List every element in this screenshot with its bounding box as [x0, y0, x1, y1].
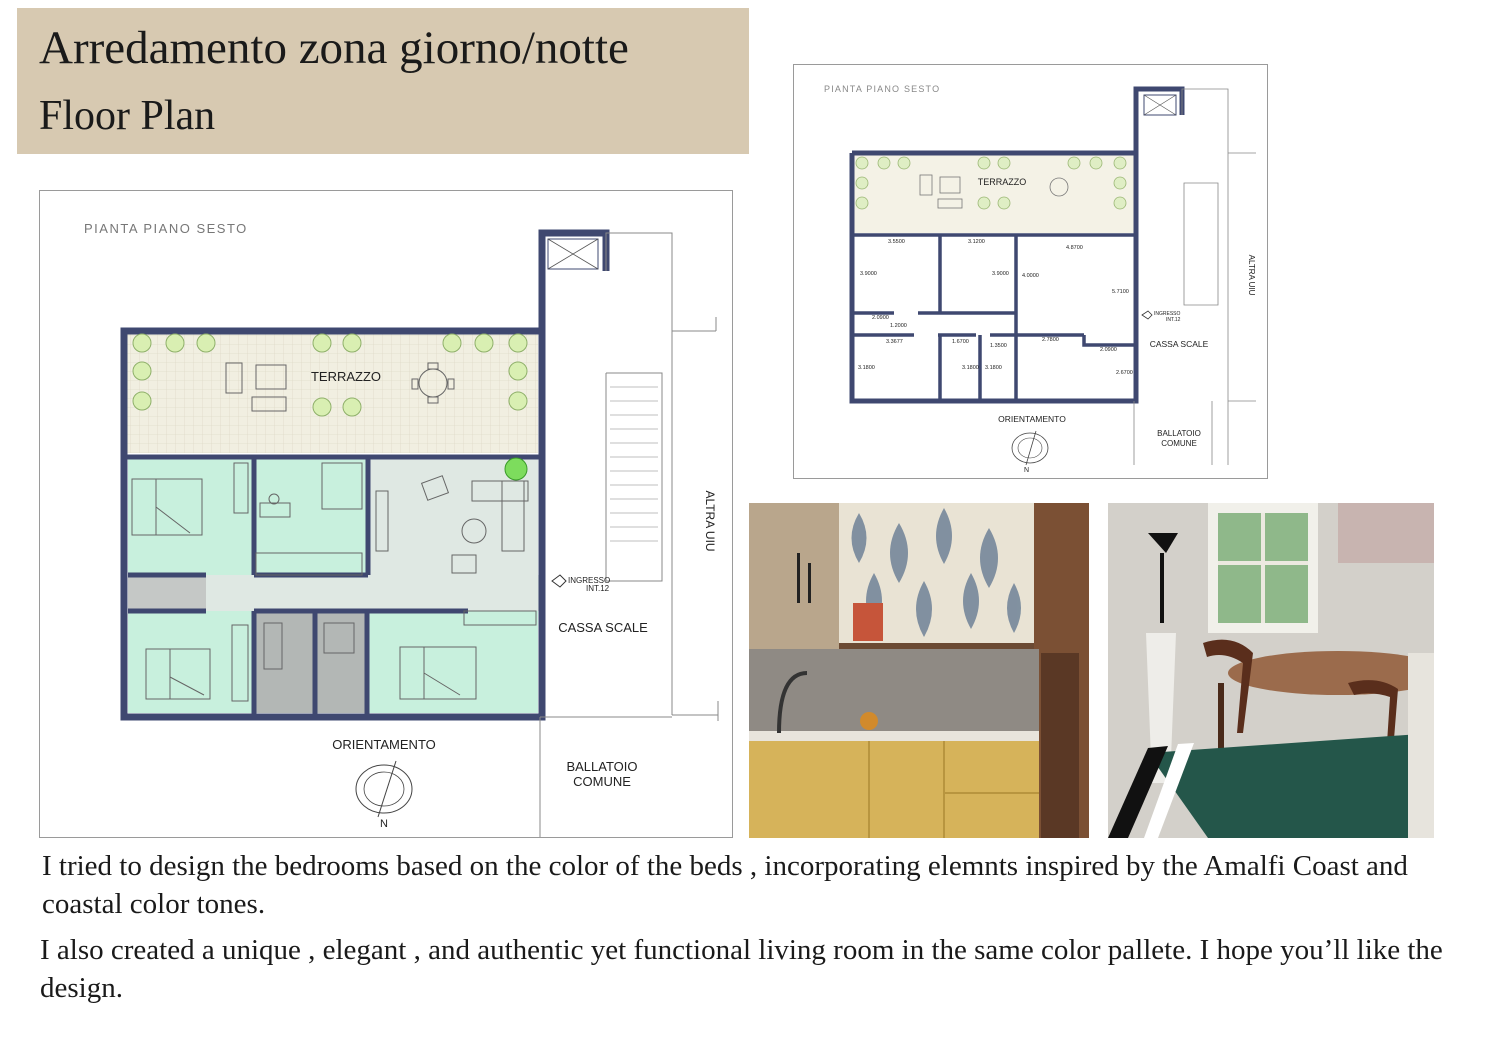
small-plan-heading: PIANTA PIANO SESTO [824, 84, 941, 94]
dim-8: 2.0900 [872, 315, 889, 321]
small-stairwell-label: CASSA SCALE [1149, 339, 1209, 349]
page-subtitle: Floor Plan [39, 93, 216, 139]
dim-14: 2.0900 [1100, 347, 1117, 353]
dim-17: 3.1800 [985, 365, 1002, 371]
dim-6: 4.0000 [1022, 273, 1039, 279]
description-paragraph-1: I tried to design the bedrooms based on the color of the beds , incorporating elemnts inspired by the Amalfi Coast and coastal color tones. [42, 850, 1408, 920]
small-interior-walls [852, 235, 1136, 401]
dimension-labels [858, 239, 1133, 376]
compass-icon [356, 761, 412, 817]
stairwell-label: CASSA SCALE [558, 620, 648, 635]
north-label: N [380, 818, 388, 830]
small-stair-area [1134, 89, 1256, 465]
bedroom-4 [368, 611, 538, 713]
floor-plan-colored [39, 190, 733, 838]
plan-heading: PIANTA PIANO SESTO [84, 221, 248, 236]
small-entrance-number: INT.12 [1166, 317, 1181, 323]
stair-area [540, 233, 718, 837]
laundry [128, 575, 206, 611]
gallery-label: BALLATOIO [566, 759, 638, 774]
dim-11: 1.6700 [952, 339, 969, 345]
kitchen-photo [749, 503, 1089, 838]
bedroom-1 [128, 459, 252, 575]
dim-4: 3.9000 [860, 271, 877, 277]
dim-2: 3.1200 [968, 239, 985, 245]
small-entrance-label: INGRESSO [1154, 311, 1181, 317]
dim-5: 3.9000 [992, 271, 1009, 277]
bathroom-1 [256, 611, 314, 713]
small-terrace-label: TERRAZZO [977, 177, 1027, 187]
dim-7: 5.7100 [1112, 289, 1129, 295]
dim-1: 3.5500 [888, 239, 905, 245]
small-orientation-label: ORIENTAMENTO [998, 414, 1066, 424]
small-other-unit-label: ALTRA UIU [1247, 254, 1256, 296]
page-title: Arredamento zona giorno/notte [39, 22, 629, 74]
dim-16: 3.1800 [962, 365, 979, 371]
gallery-label-2: COMUNE [573, 774, 631, 789]
bedroom-3 [128, 611, 252, 713]
dining-photo [1108, 503, 1434, 838]
dining-photo-illustration [1108, 503, 1434, 838]
terrace-label: TERRAZZO [310, 369, 382, 384]
small-gallery-label: BALLATOIO [1157, 429, 1201, 438]
kitchen-photo-illustration [749, 503, 1089, 838]
small-north-label: N [1024, 467, 1030, 474]
entrance-label: INGRESSO [568, 576, 611, 585]
small-gallery-label-2: COMUNE [1161, 439, 1197, 448]
small-compass-icon [1012, 431, 1048, 465]
orientation-label: ORIENTAMENTO [332, 737, 436, 752]
dim-3: 4.8700 [1066, 245, 1083, 251]
stair-steps [610, 387, 658, 541]
dim-18: 2.6700 [1116, 370, 1133, 376]
entrance-number: INT.12 [586, 584, 610, 593]
description-paragraph-2: I also created a unique , elegant , and authentic yet functional living room in the same color pallete. I hope you’ll like the design. [40, 934, 1443, 1004]
dim-13: 2.7800 [1042, 337, 1059, 343]
dim-9: 1.2000 [890, 323, 907, 329]
floor-plan-dimensioned-drawing [794, 65, 1267, 478]
other-unit-label: ALTRA UIU [703, 490, 717, 552]
terrace-area [124, 331, 538, 453]
dim-15: 3.1800 [858, 365, 875, 371]
floor-plan-dimensioned [793, 64, 1268, 479]
dim-12: 1.3500 [990, 343, 1007, 349]
title-banner [17, 8, 749, 154]
floor-plan-colored-drawing [40, 191, 732, 837]
dim-10: 3.3677 [886, 339, 903, 345]
